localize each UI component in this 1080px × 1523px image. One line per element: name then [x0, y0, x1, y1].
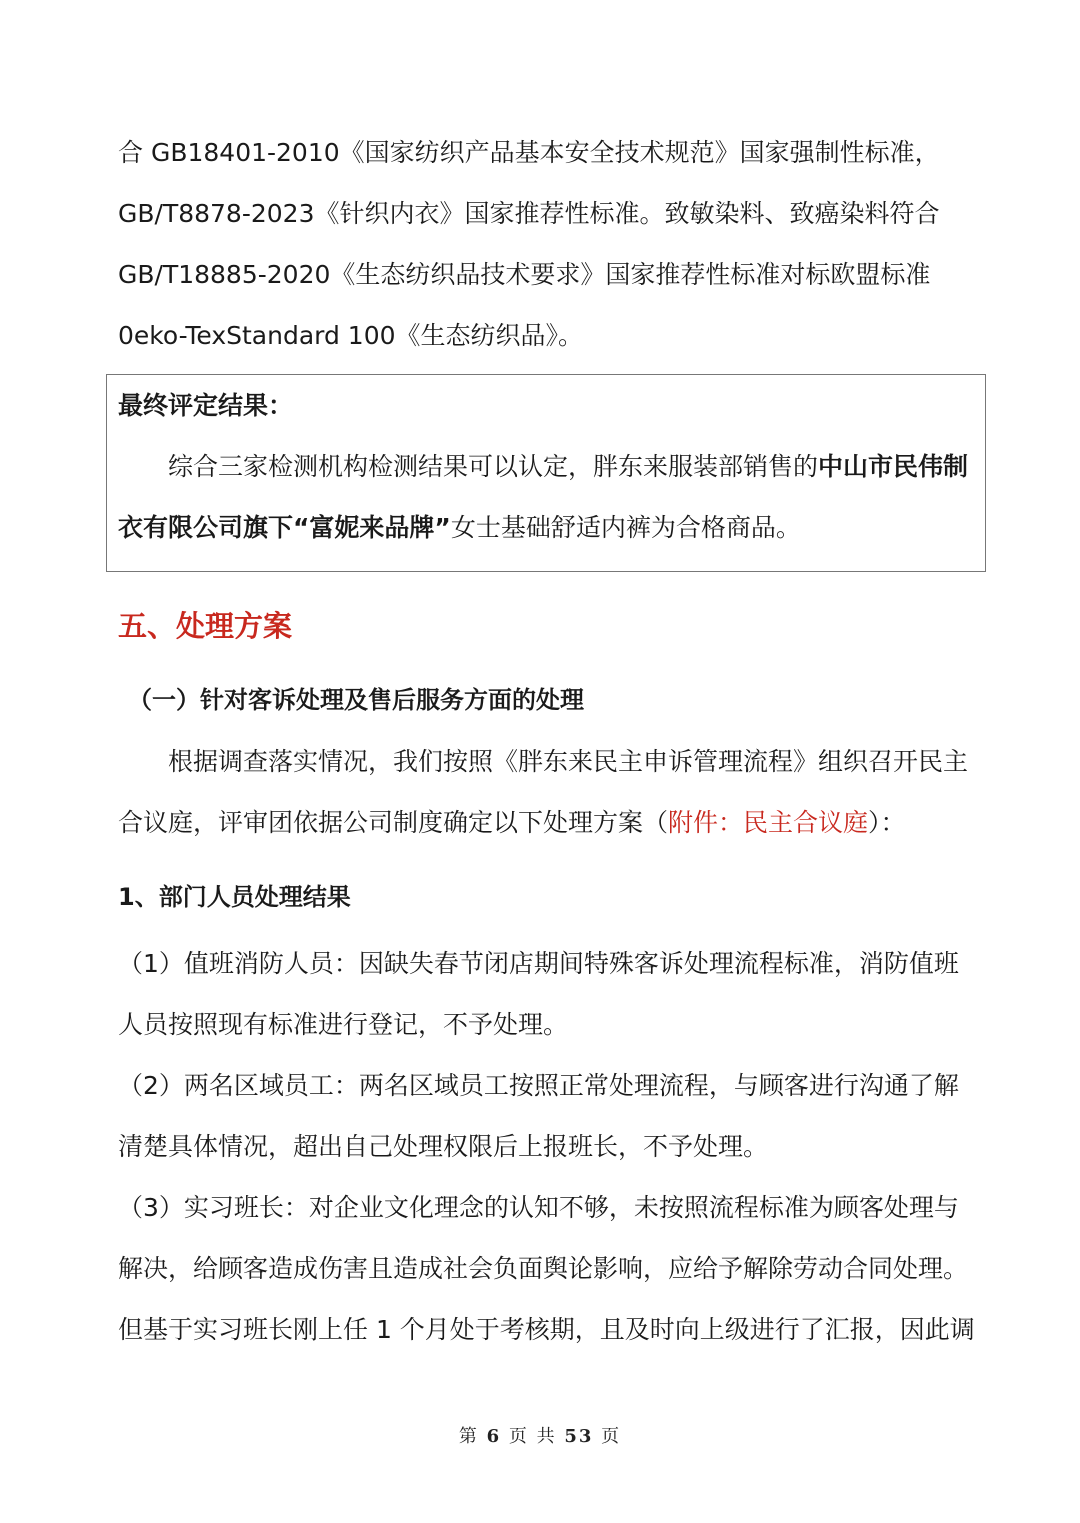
- intro-line-4: 0eko-TexStandard 100《生态纺织品》。: [118, 321, 584, 350]
- final-result-company-2: 衣有限公司旗下“富妮来品牌”: [118, 513, 451, 542]
- page-footer: [0, 1422, 1080, 1448]
- final-result-text-2: 女士基础舒适内裤为合格商品。: [450, 513, 801, 542]
- subsection-1-para-line-2: [118, 810, 906, 835]
- attachment-reference: 附件：民主合议庭: [668, 808, 869, 837]
- footer-current-page: 6: [486, 1426, 502, 1447]
- item-1-p1-line-2: 人员按照现有标准进行登记，不予处理。: [118, 1010, 569, 1039]
- footer-prefix: 第: [458, 1426, 479, 1447]
- footer-total-pages: 53: [564, 1426, 594, 1447]
- section-5-heading: 五、处理方案: [118, 609, 293, 643]
- item-1-p3-line-2: 解决，给顾客造成伤害且造成社会负面舆论影响，应给予解除劳动合同处理。: [118, 1254, 969, 1283]
- intro-line-1: 合 GB18401-2010《国家纺织产品基本安全技术规范》国家强制性标准，: [118, 138, 940, 167]
- item-1-p2-line-1: （2）两名区域员工：两名区域员工按照正常处理流程，与顾客进行沟通了解: [118, 1071, 959, 1100]
- subsection-1-para-line-1: 根据调查落实情况，我们按照《胖东来民主申诉管理流程》组织召开民主: [168, 747, 969, 776]
- final-result-line-2: [118, 515, 801, 540]
- item-1-p2-line-2: 清楚具体情况，超出自己处理权限后上报班长，不予处理。: [118, 1132, 769, 1161]
- intro-line-3: GB/T18885-2020《生态纺织品技术要求》国家推荐性标准对标欧盟标准: [118, 260, 931, 289]
- final-result-title: 最终评定结果：: [118, 391, 294, 420]
- para-line-2-end: ）：: [868, 808, 906, 837]
- item-1-p1-line-1: （1）值班消防人员：因缺失春节闭店期间特殊客诉处理流程标准，消防值班: [118, 949, 959, 978]
- para-line-2-text: 合议庭，评审团依据公司制度确定以下处理方案（: [118, 808, 669, 837]
- item-1-p3-line-3: 但基于实习班长刚上任 1 个月处于考核期，且及时向上级进行了汇报，因此调: [118, 1315, 975, 1344]
- subsection-1-heading: （一）针对客诉处理及售后服务方面的处理: [128, 686, 584, 714]
- item-1-heading: 1、部门人员处理结果: [118, 883, 351, 911]
- item-1-p3-line-1: （3）实习班长：对企业文化理念的认知不够，未按照流程标准为顾客处理与: [118, 1193, 959, 1222]
- footer-suffix: 页: [601, 1426, 622, 1447]
- final-result-company-1: 中山市民伟制: [818, 452, 969, 481]
- final-result-line-1: [168, 454, 968, 479]
- final-result-text-1: 综合三家检测机构检测结果可以认定，胖东来服装部销售的: [168, 452, 819, 481]
- footer-middle: 页 共: [508, 1426, 557, 1447]
- intro-line-2: GB/T8878-2023《针织内衣》国家推荐性标准。致敏染料、致癌染料符合: [118, 199, 940, 228]
